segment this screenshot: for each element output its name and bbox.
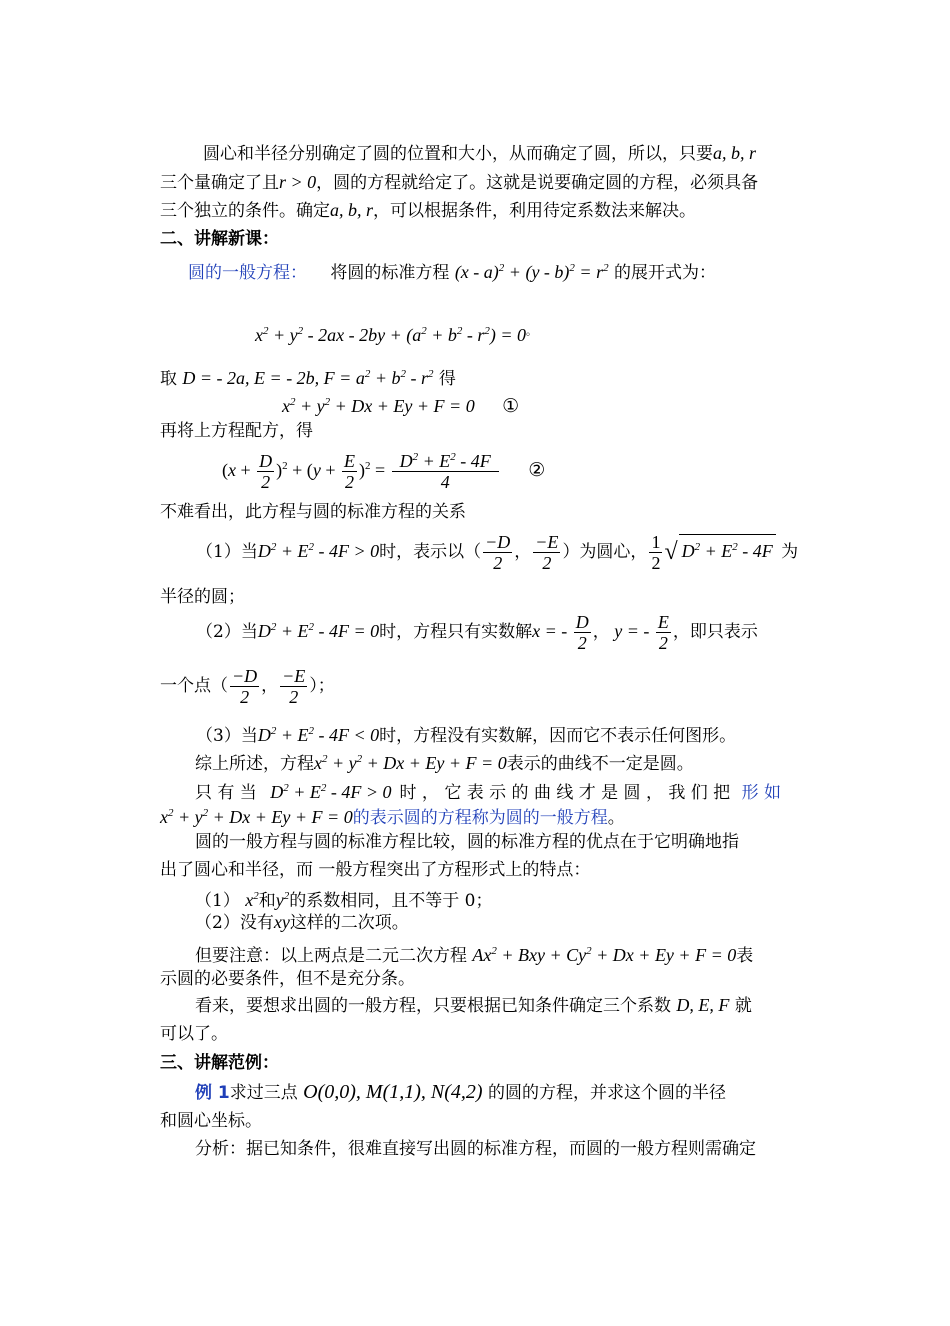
general-form-intro: 圆的一般方程： 将圆的标准方程 $(x - a)^2 + (y - b)^2 = r^2$ 的展开式为：: [188, 262, 716, 283]
general-equation-1: $x^2 + y^2 + Dx + Ey + F = 0$ ①: [282, 395, 520, 417]
general-form-definition: 的表示圆的方程称为圆的一般方程: [352, 808, 608, 828]
substitution-line: 取 D = - 2a, E = - 2b, $F = a^2 + b^2 - r^2$ 得: [160, 368, 456, 389]
analysis-line: 分析：据已知条件，很难直接写出圆的标准方程，而圆的一般方程则需确定: [195, 1139, 756, 1159]
general-equation-2: (x + $\frac{D}{2}$ )$^2$ + (y + $\frac{E}{2}$ )$^2$ = $\frac{D^2 + E^2 - 4F}{4}$ ②: [222, 451, 546, 492]
conclusion-line-2: 可以了。: [160, 1024, 228, 1044]
case-1: （1）当$D^2 + E^2 - 4F > 0$时，表示以（ $\frac{-D}{2}$ ， $\frac{-E}{2}$ ）为圆心， $\frac{1}{2}$ √ $D^2 + E^2 - 4F$ 为: [196, 532, 799, 573]
case-1-continued: 半径的圆；: [160, 587, 245, 607]
note-line-2: 示圆的必要条件，但不是充分条。: [160, 969, 415, 989]
general-form-label: 圆的一般方程：: [188, 263, 307, 283]
section-2-heading: 二、讲解新课：: [160, 229, 279, 249]
intro-line-2: 三个量确定了且r > 0，圆的方程就给定了。这就是说要确定圆的方程，必须具备: [160, 172, 759, 193]
comparison-line-1: 圆的一般方程与圆的标准方程比较，圆的标准方程的优点在于它明确地指: [195, 832, 739, 852]
summary-line: 综上所述，方程$x^2 + y^2 + Dx + Ey + F = 0$表示的曲线不一定是圆。: [195, 753, 694, 774]
intro-line-3: 三个独立的条件。确定a, b, r，可以根据条件，利用待定系数法来解决。: [160, 200, 697, 221]
note-line-1: 但要注意：以上两点是二元二次方程 $Ax^2$ + Bxy + $Cy^2 + Dx + Ey + F = 0$表: [195, 945, 754, 966]
definition-line: $x^2 + y^2 + Dx + Ey + F = 0$的表示圆的方程称为圆的一般方程。: [160, 807, 625, 828]
relation-line: 不难看出，此方程与圆的标准方程的关系: [160, 502, 466, 522]
example-1-label: 例 1: [195, 1083, 230, 1103]
feature-2: （2）没有xy这样的二次项。: [195, 912, 409, 933]
case-2: （2）当$D^2 + E^2 - 4F = 0$时，方程只有实数解x = - $\frac{D}{2}$ ， y = - $\frac{E}{2}$ ，即只表示: [196, 612, 758, 653]
case-3: （3）当$D^2 + E^2 - 4F < 0$时，方程没有实数解，因而它不表示任何图形。: [196, 725, 737, 746]
example-1-line-2: 和圆心坐标。: [160, 1111, 262, 1131]
feature-1: （1） $x^2$和$y^2$的系数相同，且不等于 0；: [195, 890, 493, 911]
example-1-line-1: 例 1求过三点 O(0,0), M(1,1), N(4,2) 的圆的方程，并求这个圆的半径: [195, 1081, 726, 1103]
section-3-heading: 三、讲解范例：: [160, 1053, 279, 1073]
intro-line-1: 圆心和半径分别确定了圆的位置和大小，从而确定了圆，所以，只要a, b, r: [203, 143, 757, 164]
standard-equation: $(x - a)^2 + (y - b)^2 = r^2$: [454, 262, 609, 282]
comparison-line-2: 出了圆心和半径，而 一般方程突出了方程形式上的特点：: [160, 860, 591, 880]
complete-square-line: 再将上方程配方，得: [160, 421, 313, 441]
expanded-equation: $x^2 + y^2 - 2ax - 2by + (a^2 + b^2 - r^2) = 0^。$: [255, 324, 538, 345]
conclusion-line-1: 看来，要想求出圆的一般方程，只要根据已知条件确定三个系数 D, E, F 就: [195, 995, 752, 1016]
condition-line: 只 有 当 $D^2 + E^2 - 4F > 0$ 时 ， 它 表 示 的 曲 线 才 是 圆 ， 我 们 把 形 如: [195, 782, 781, 803]
case-2-continued: 一个点（ $\frac{-D}{2}$ ， $\frac{-E}{2}$ ）；: [160, 666, 335, 707]
